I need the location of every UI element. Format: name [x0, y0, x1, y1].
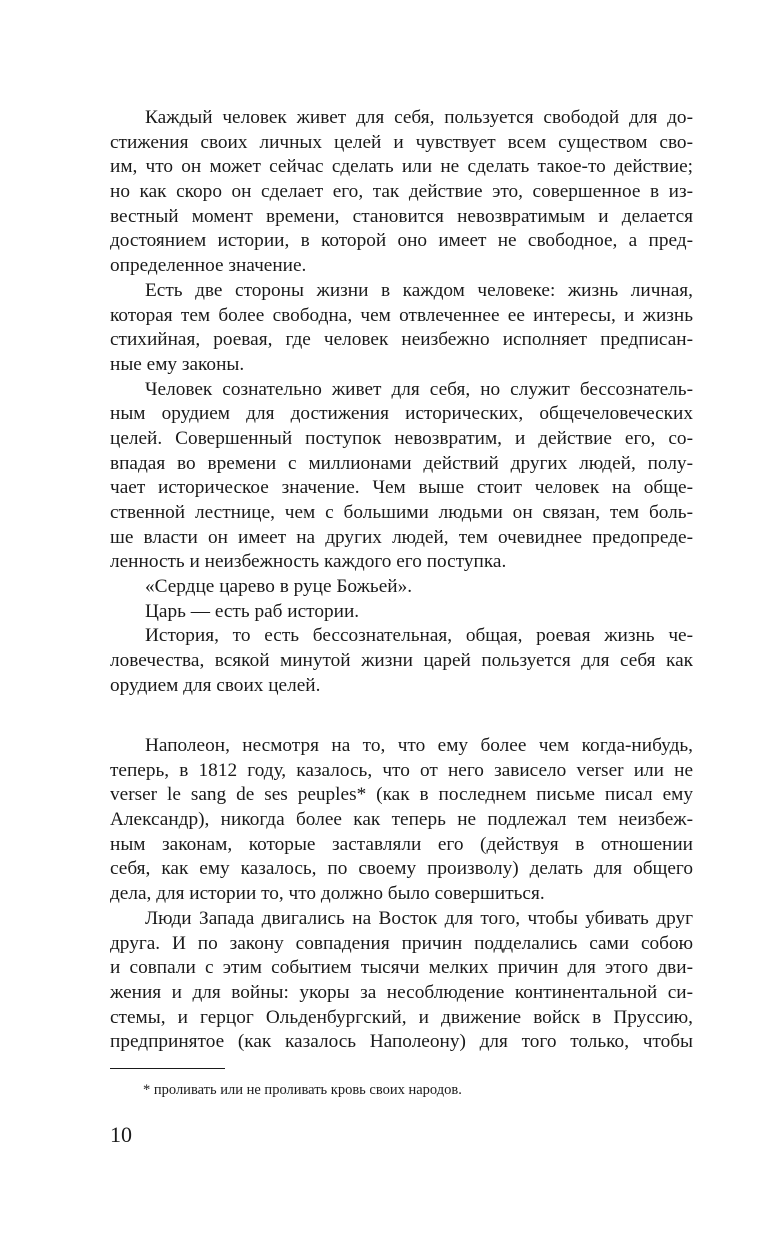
text-line: ственной лестнице, чем с большими людьми он связан, тем боль-: [110, 502, 693, 523]
text-line: стихийная, роевая, где человек неизбежно исполняет предписан-: [110, 329, 693, 351]
text-line: ловечества, всякой минутой жизни царей пользуется для себя как: [110, 650, 693, 672]
text-line: которая тем более свободна, чем отвлеченнее ее интересы, и жизнь: [110, 304, 693, 326]
text-line: вестный момент времени, становится невозвратимым и делается: [110, 205, 693, 227]
text-line: стемы, и герцог Ольденбургский, и движение войск в Пруссию,: [110, 1006, 693, 1028]
text-line: Люди Запада двигались на Восток для того, чтобы убивать друг: [145, 907, 693, 929]
text-line: verser le sang de ses peuples* (как в последнем письме писал ему: [110, 784, 693, 806]
text-line: Есть две стороны жизни в каждом человеке: жизнь личная,: [145, 279, 693, 301]
text-line: но как скоро он сделает его, так действие это, совершенное в из-: [110, 181, 693, 203]
footnote: * проливать или не проливать кровь своих народов.: [143, 1082, 462, 1098]
text-line: «Сердце царево в руце Божьей».: [145, 576, 413, 598]
text-line: ным орудием для достижения исторических, общечеловеческих: [110, 403, 693, 425]
text-line: себя, как ему казалось, по своему произволу) делать для общего: [110, 858, 693, 880]
text-line: дела, для истории то, что должно было совершиться.: [110, 883, 545, 905]
text-section-1: [110, 106, 693, 699]
page-number: 10: [110, 1122, 132, 1147]
text-line: ным законам, которые заставляли его (действуя в отношении: [110, 833, 693, 855]
text-line: целей. Совершенный поступок невозвратим, и действие его, со-: [110, 427, 693, 449]
text-section-2: [110, 734, 693, 1055]
text-line: предпринятое (как казалось Наполеону) для того только, чтобы: [110, 1031, 693, 1053]
text-line: ленность и неизбежность каждого его поступка.: [110, 551, 507, 573]
text-line: жения и для войны: укоры за несоблюдение континентальной си-: [110, 981, 693, 1003]
footnote-divider: [110, 1068, 225, 1069]
text-line: им, что он может сейчас сделать или не сделать такое-то действие;: [110, 156, 693, 178]
text-line: определенное значение.: [110, 255, 307, 277]
text-line: и совпали с этим событием тысячи мелких причин для этого дви-: [110, 957, 693, 979]
text-line: друга. И по закону совпадения причин подделались сами собою: [110, 932, 693, 954]
text-line: Каждый человек живет для себя, пользуется свободой для до-: [145, 107, 693, 128]
text-line: стижения своих личных целей и чувствует всем существом сво-: [110, 131, 693, 153]
text-line: достоянием истории, в которой оно имеет не свободное, а пред-: [110, 230, 693, 252]
text-line: ше власти он имеет на других людей, тем очевиднее предопреде-: [110, 526, 693, 548]
text-line: орудием для своих целей.: [110, 674, 321, 696]
text-line: Александр), никогда более как теперь не подлежал тем неизбеж-: [110, 809, 693, 831]
text-line: Человек сознательно живет для себя, но служит бессознатель-: [145, 378, 693, 400]
text-line: теперь, в 1812 году, казалось, что от него зависело verser или не: [110, 759, 693, 781]
text-line: История, то есть бессознательная, общая, роевая жизнь че-: [145, 625, 693, 647]
text-line: Наполеон, несмотря на то, что ему более чем когда-нибудь,: [145, 735, 693, 756]
text-line: ные ему законы.: [110, 353, 245, 375]
text-line: впадая во времени с миллионами действий других людей, полу-: [110, 452, 693, 474]
text-line: чает историческое значение. Чем выше стоит человек на обще-: [110, 477, 693, 499]
text-line: Царь — есть раб истории.: [145, 600, 360, 622]
